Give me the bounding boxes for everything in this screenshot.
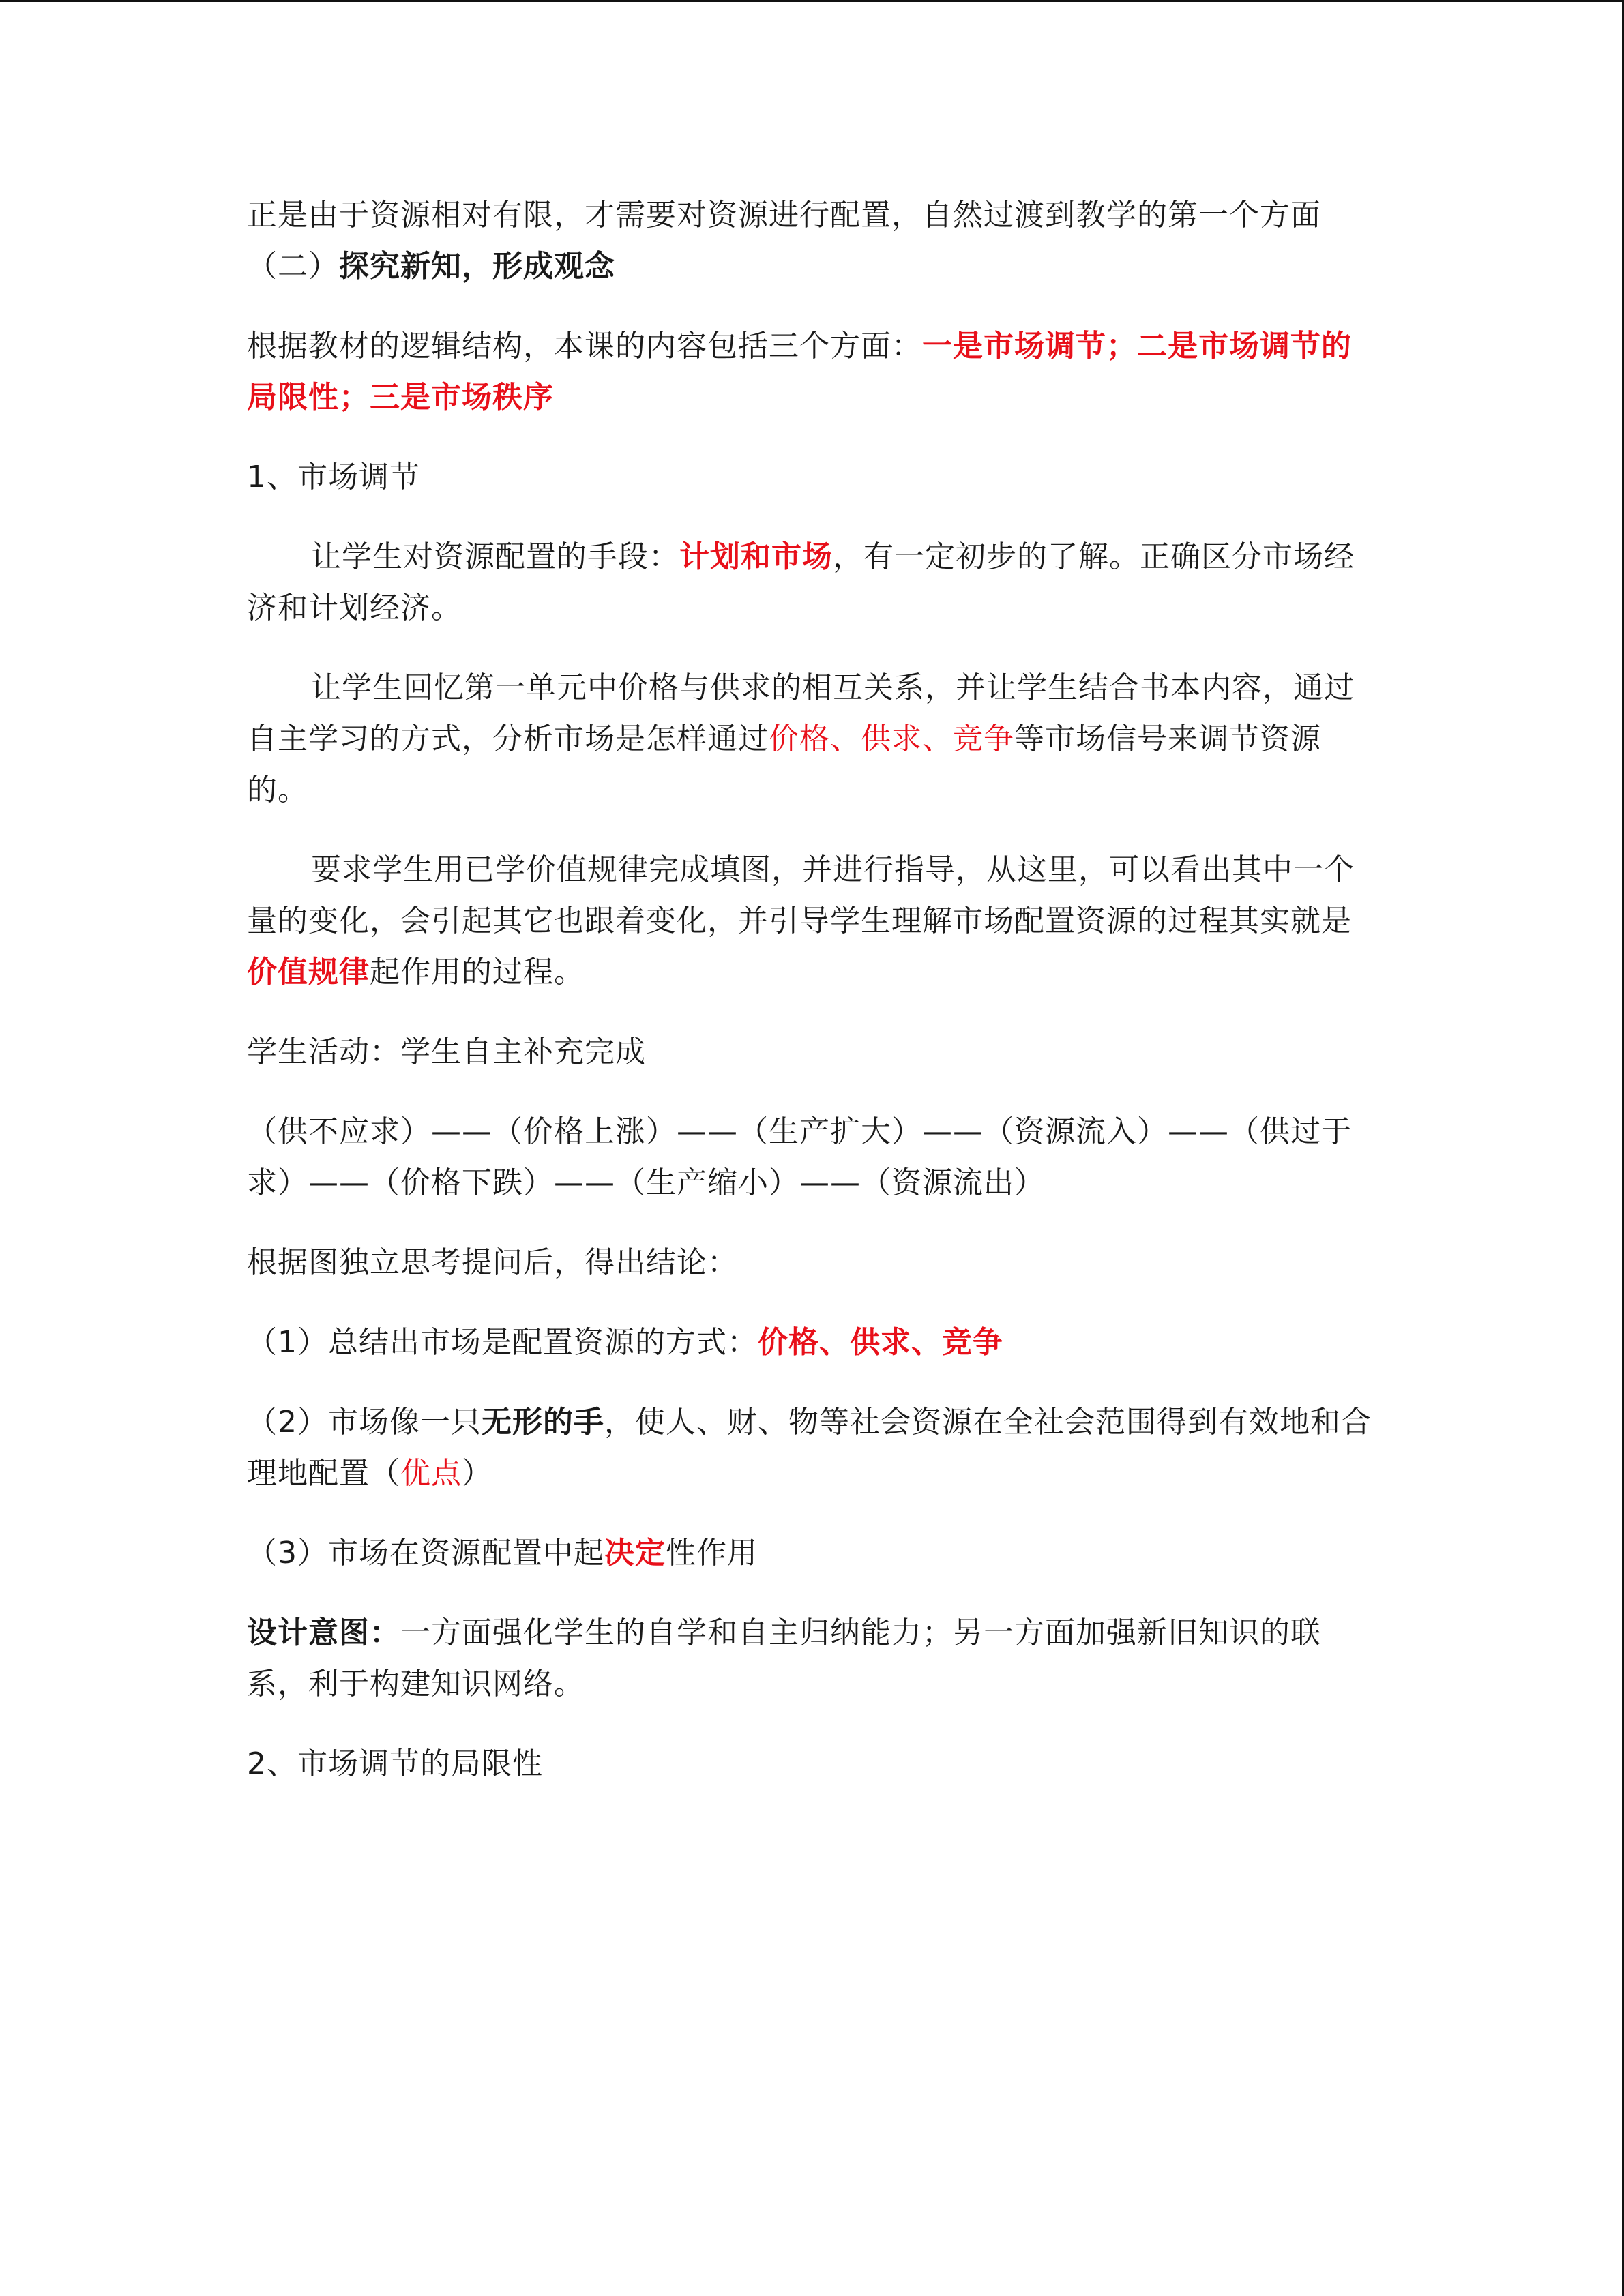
- conclude-text: 根据图独立思考提问后，得出结论：: [247, 1245, 738, 1280]
- recall-text-end: 等市场信号来调节资源的。: [247, 721, 1321, 807]
- design-intent-label: 设计意图：: [247, 1615, 400, 1650]
- value-law-text-end: 起作用的过程。: [370, 955, 585, 989]
- point-2-bold: 无形的手: [482, 1405, 604, 1440]
- intro-section-title: 探究新知，形成观念: [339, 249, 615, 284]
- point-2-text-mid: ，使人、财、物等社会资源在全社会范围得到有效地和合理地配置（: [247, 1405, 1372, 1491]
- intro-text: 正是由于资源相对有限，才需要对资源进行配置，自然过渡到教学的第一个方: [247, 198, 1290, 233]
- paragraph-activity: [247, 1026, 1379, 1077]
- chain-text: （供不应求）——（价格上涨）——（生产扩大）——（资源流入）——（供过于求）——（价格下跌）——（生产缩小）——（资源流出）: [247, 1114, 1352, 1200]
- conclusion-point-2: [247, 1397, 1379, 1499]
- paragraph-conclude: [247, 1237, 1379, 1288]
- heading-2-text: 2、市场调节的局限性: [247, 1746, 543, 1781]
- paragraph-structure: [247, 320, 1379, 423]
- means-text: 让学生对资源配置的手段：: [311, 539, 679, 574]
- value-law-text: 要求学生用已学价值规律完成填图，并进行指导，从这里，可以看出其中一个量的变化，会引起其它也跟着变化，并引导学生理解市场配置资源的过程其实就是: [247, 852, 1355, 938]
- section-heading-market-regulation: [247, 451, 1379, 503]
- point-1-text: （1）总结出市场是配置资源的方式：: [247, 1325, 758, 1360]
- recall-highlight: 价格、供求、竞争: [769, 721, 1014, 756]
- conclusion-point-3: [247, 1527, 1379, 1579]
- paragraph-recall: [247, 662, 1379, 816]
- activity-text: 学生活动：学生自主补充完成: [247, 1034, 646, 1069]
- means-text-end: ，有一定初步的了解。正确区分市场经济和计划经济。: [247, 539, 1355, 625]
- structure-text: 根据教材的逻辑结构，本课的内容包括三个方面：: [247, 329, 922, 363]
- value-law-highlight: 价值规律: [247, 955, 370, 989]
- point-1-highlight: 价格、供求、竞争: [758, 1325, 1003, 1360]
- point-3-highlight: 决定: [604, 1536, 666, 1570]
- point-3-text: （3）市场在资源配置中起: [247, 1536, 604, 1570]
- section-heading-market-limitations: [247, 1738, 1379, 1789]
- paragraph-means: [247, 531, 1379, 633]
- document-page: [247, 190, 1379, 1818]
- structure-highlight: 一是市场调节；二是市场调节的局限性；三是市场秩序: [247, 329, 1352, 415]
- paragraph-chain: [247, 1106, 1379, 1208]
- intro-text-continued: 面（二）: [247, 198, 1321, 284]
- point-2-text-end: ）: [462, 1456, 492, 1491]
- point-2-highlight: 优点: [400, 1456, 462, 1491]
- paragraph-value-law: [247, 844, 1379, 998]
- heading-1-text: 1、市场调节: [247, 460, 420, 494]
- recall-text: 让学生回忆第一单元中价格与供求的相互关系，并让学生结合书本内容，通过自主学习的方式，分析市场是怎样通过: [247, 670, 1355, 756]
- means-highlight: 计划和市场: [679, 539, 833, 574]
- point-3-text-end: 性作用: [666, 1536, 758, 1570]
- page-top-border: [0, 0, 1624, 2]
- paragraph-intro: [247, 190, 1379, 292]
- design-intent-text: 一方面强化学生的自学和自主归纳能力；另一方面加强新旧知识的联系，利于构建知识网络。: [247, 1615, 1321, 1701]
- point-2-text: （2）市场像一只: [247, 1405, 482, 1440]
- conclusion-point-1: [247, 1317, 1379, 1368]
- paragraph-design-intent: [247, 1607, 1379, 1710]
